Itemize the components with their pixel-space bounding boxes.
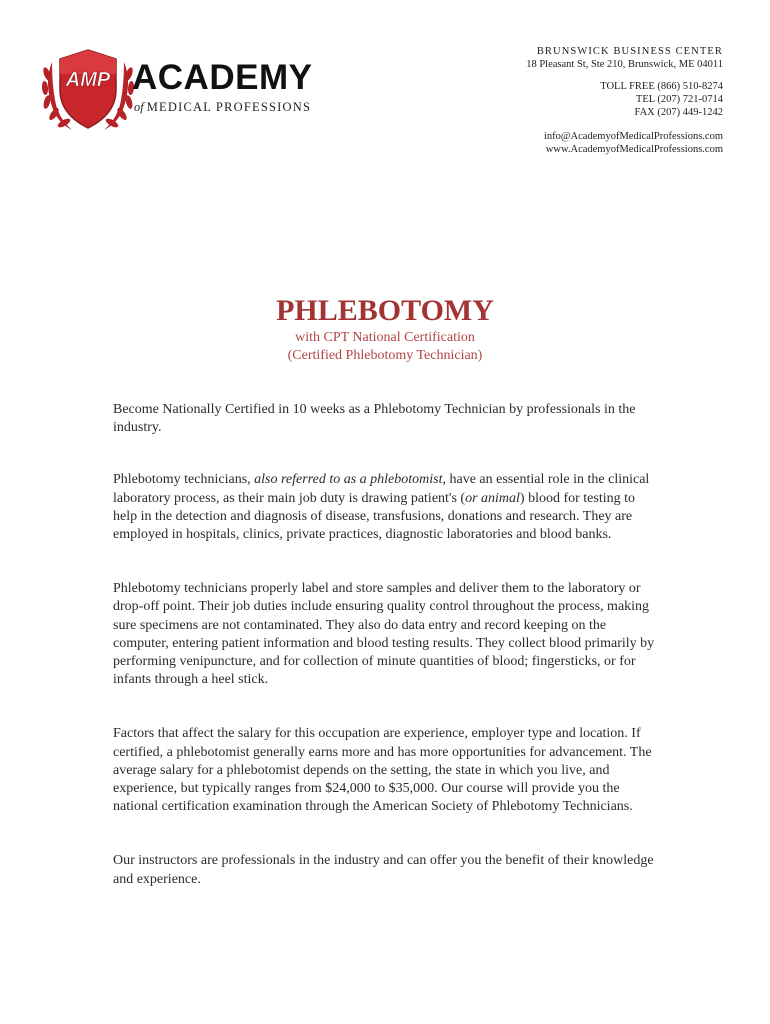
fax: FAX (207) 449-1242 (634, 107, 723, 118)
logo-wordmark: ACADEMY (132, 58, 313, 97)
p1-text-c: , have an essential role in the clinical laboratory process, as their main job duty is drawing patient's ( (113, 472, 650, 506)
business-center-name: BRUNSWICK BUSINESS CENTER (536, 46, 723, 57)
logo-subtitle-text: MEDICAL PROFESSIONS (146, 100, 312, 114)
subtitle-technician: (Certified Phlebotomy Technician) (287, 348, 483, 363)
telephone: TEL (207) 721-0714 (635, 94, 723, 105)
academy-logo (38, 44, 328, 134)
paragraph-duties: Phlebotomy technicians properly label and store samples and deliver them to the laboratory or drop-off point. Their job duties include ensuring quality control throughout the process, making sure specimens are not contaminated. They also do data entry and record keeping on the computer, entering patient information and blood testing results. They collect blood primarily by performing venipuncture, and for collection of minute quantities of blood; fingersticks, or for infants through a heel stick. (113, 581, 655, 688)
paragraph-role (113, 471, 661, 544)
paragraph-salary: Factors that affect the salary for this occupation are experience, employer type and location. If certified, a phlebotomist generally earns more and has more opportunities for advancement. The average salary for a phlebotomist depends on the setting, the state in which you live, and experience, but typically ranges from $24,000 to $35,000. Our course will provide you the national certification examination through the American Society of Phlebotomy Technicians. (113, 726, 652, 815)
paragraph-instructors: Our instructors are professionals in the industry and can offer you the benefit of their knowledge and experience. (113, 853, 654, 887)
logo-subtitle (134, 100, 311, 115)
address: 18 Pleasant St, Ste 210, Brunswick, ME 04011 (526, 59, 723, 70)
amp-shield-laurel-icon (38, 44, 138, 134)
document-title: PHLEBOTOMY (276, 294, 494, 327)
p1-text-a: Phlebotomy technicians, (113, 472, 255, 488)
logo-subtitle-of: of (134, 100, 144, 114)
body-content (113, 401, 661, 925)
subtitle-certification: with CPT National Certification (295, 330, 475, 345)
intro-paragraph: Become Nationally Certified in 10 weeks as a Phlebotomy Technician by professionals in the industry. (113, 402, 636, 436)
p1-text-e: ) blood for testing to help in the detection and diagnosis of disease, transfusions, donations and research. They are employed in hospitals, clinics, private practices, diagnostic laboratories and blood banks. (113, 490, 636, 543)
toll-free-phone: TOLL FREE (866) 510-8274 (600, 81, 723, 92)
contact-block (526, 45, 723, 156)
p1-italic-animal: or animal (465, 490, 520, 506)
svg-text:AMP: AMP (65, 69, 111, 91)
email-link[interactable]: info@AcademyofMedicalProfessions.com (543, 131, 723, 142)
p1-italic-phlebotomist: also referred to as a phlebotomist (254, 472, 443, 488)
document-title-block (0, 293, 770, 365)
website-link[interactable]: www.AcademyofMedicalProfessions.com (545, 144, 723, 155)
